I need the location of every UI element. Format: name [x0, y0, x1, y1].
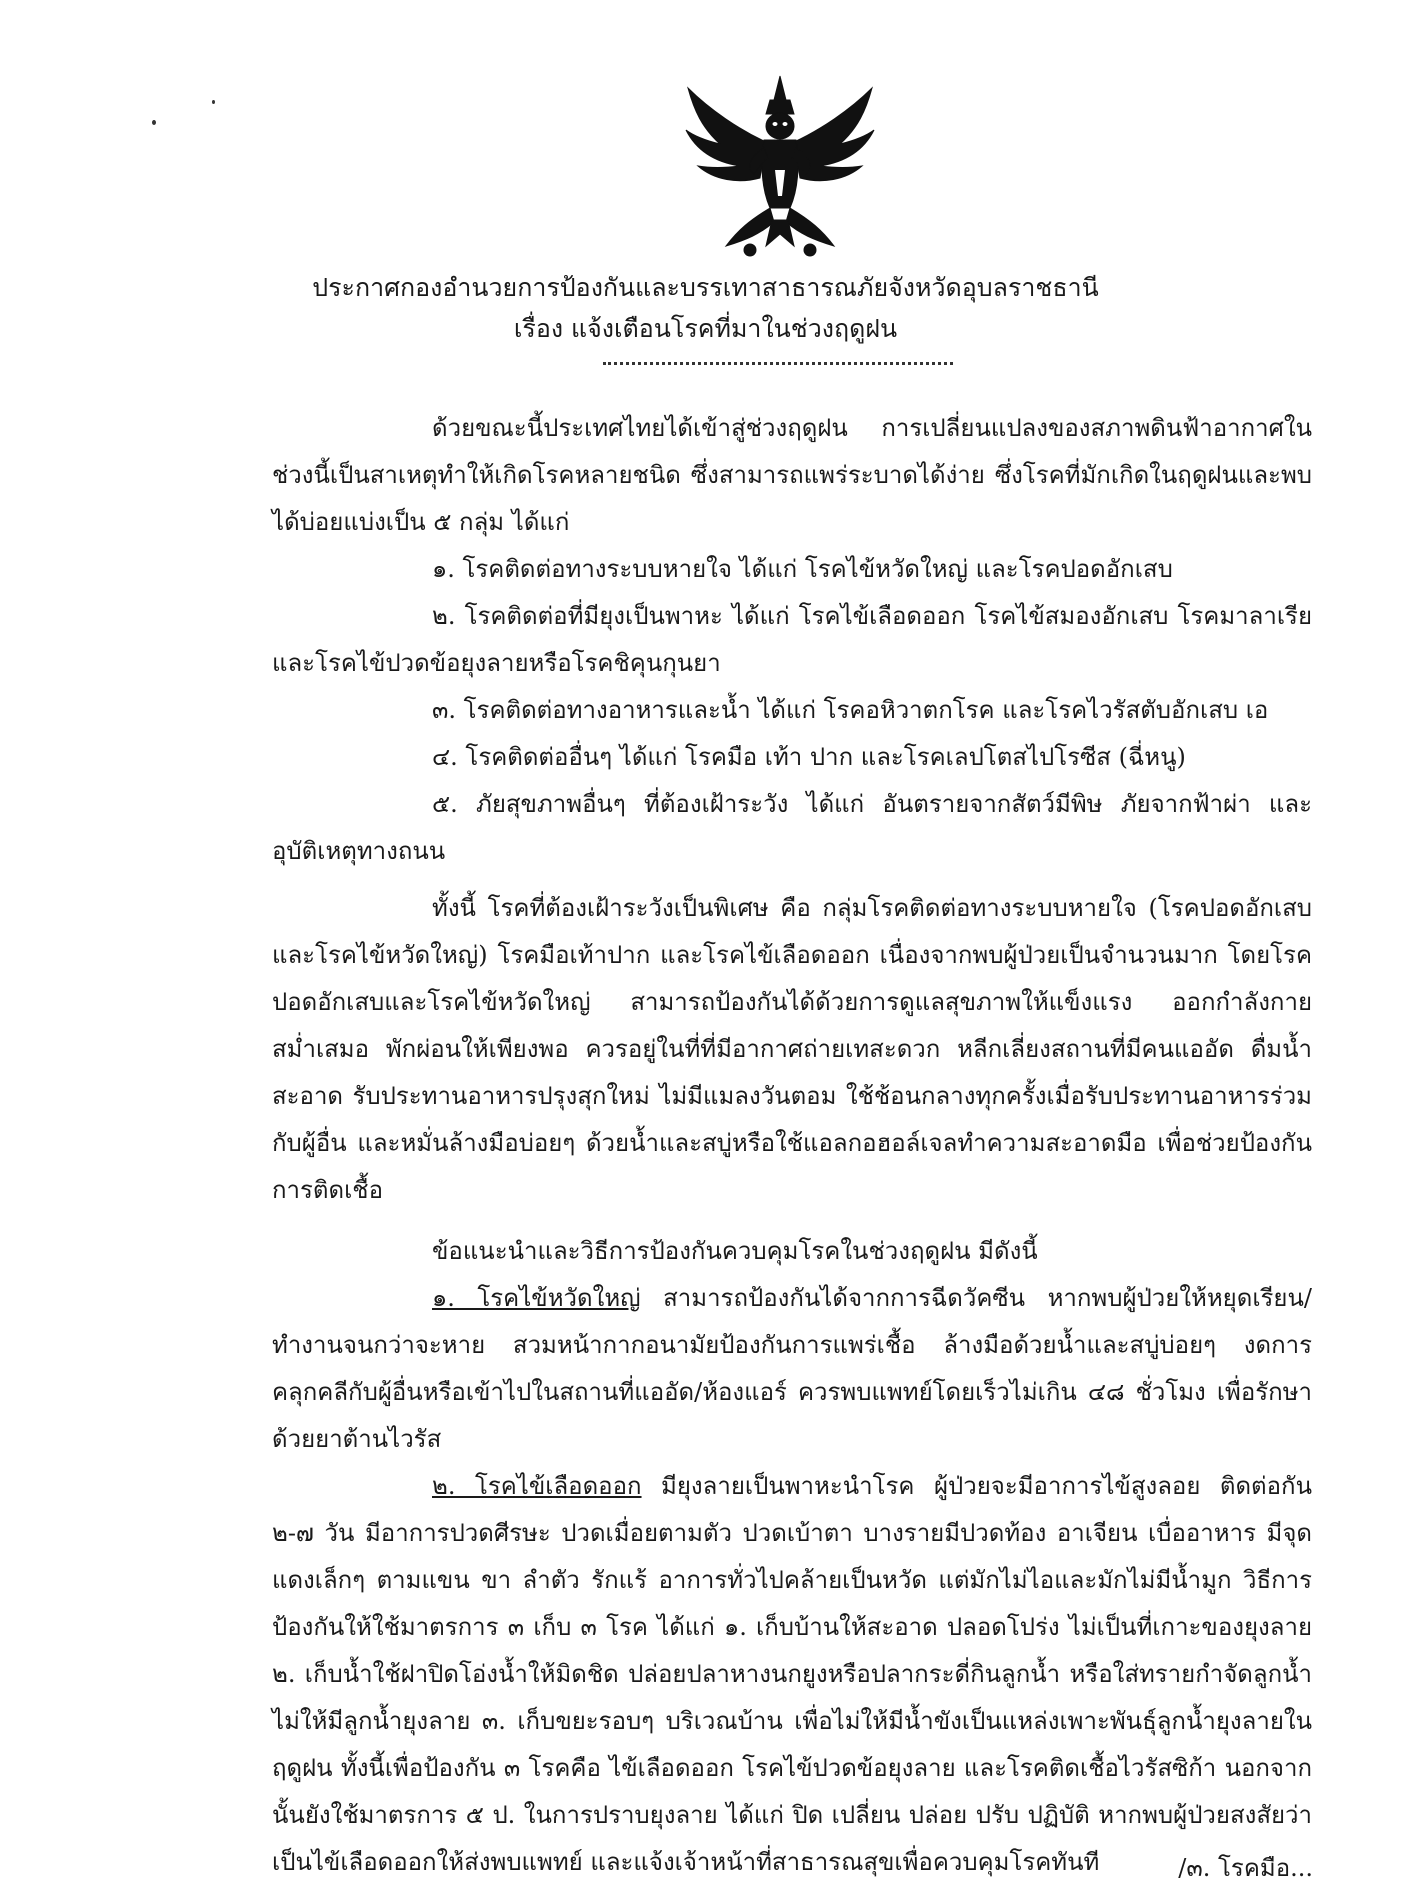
disease-group-item: ๔. โรคติดต่ออื่นๆ ได้แก่ โรคมือ เท้า ปาก และโรคเลปโตสไปโรซีส (ฉี่หนู): [432, 743, 1186, 771]
advice-item-label: ๒. โรคไข้เลือดออก: [432, 1472, 642, 1500]
emphasis-paragraph: ทั้งนี้ โรคที่ต้องเฝ้าระวังเป็นพิเศษ คือ กลุ่มโรคติดต่อทางระบบหายใจ (โรคปอดอักเสบและโรคไข้หวัดใหญ่) โรคมือเท้าปาก และโรคไข้เลือดออก เนื่องจากพบผู้ป่วยเป็นจำนวนมาก โดยโรคปอดอักเสบและโรคไข้หวัดใหญ่ สามารถป้องกันได้ด้วยการดูแลสุขภาพให้แข็งแรง ออกกำลังกายสม่ำเสมอ พักผ่อนให้เพียงพอ ควรอยู่ในที่ที่มีอากาศถ่ายเทสะดวก หลีกเลี่ยงสถานที่มีคนแออัด ดื่มน้ำสะอาด รับประทานอาหารปรุงสุกใหม่ ไม่มีแมลงวันตอม ใช้ช้อนกลางทุกครั้งเมื่อรับประทานอาหารร่วมกับผู้อื่น และหมั่นล้างมือบ่อยๆ ด้วยน้ำและสบู่หรือใช้แอลกอฮอล์เจลทำความสะอาดมือ เพื่อช่วยป้องกันการติดเชื้อ: [272, 894, 1312, 1204]
disease-group-item: ๒. โรคติดต่อที่มียุงเป็นพาหะ ได้แก่ โรคไข้เลือดออก โรคไข้สมองอักเสบ โรคมาลาเรีย และโรคไข้ปวดข้อยุงลายหรือโรคชิคุนกุนยา: [272, 602, 1312, 677]
disease-group-item: ๑. โรคติดต่อทางระบบหายใจ ได้แก่ โรคไข้หวัดใหญ่ และโรคปอดอักเสบ: [432, 555, 1173, 583]
scan-speck: [212, 100, 215, 104]
continuation-marker: /๓. โรคมือ...: [1178, 1854, 1313, 1882]
disease-group-item: ๕. ภัยสุขภาพอื่นๆ ที่ต้องเฝ้าระวัง ได้แก่ อันตรายจากสัตว์มีพิษ ภัยจากฟ้าผ่า และอุบัติเหตุทางถนน: [272, 790, 1312, 865]
dotted-divider: [603, 362, 953, 365]
garuda-emblem-icon: [680, 70, 880, 260]
advice-item-text: มียุงลายเป็นพาหะนำโรค ผู้ป่วยจะมีอาการไข้สูงลอย ติดต่อกัน ๒-๗ วัน มีอาการปวดศีรษะ ปวดเมื่อยตามตัว ปวดเบ้าตา บางรายมีปวดท้อง อาเจียน เบื่ออาหาร มีจุดแดงเล็กๆ ตามแขน ขา ลำตัว รักแร้ อาการทั่วไปคล้ายเป็นหวัด แต่มักไม่ไอและมักไม่มีน้ำมูก วิธีการป้องกันให้ใช้มาตรการ ๓ เก็บ ๓ โรค ได้แก่ ๑. เก็บบ้านให้สะอาด ปลอดโปร่ง ไม่เป็นที่เกาะของยุงลาย ๒. เก็บน้ำใช้ฝาปิดโอ่งน้ำให้มิดชิด ปล่อยปลาหางนกยูงหรือปลากระดี่กินลูกน้ำ หรือใส่ทรายกำจัดลูกน้ำ ไม่ให้มีลูกน้ำยุงลาย ๓. เก็บขยะรอบๆ บริเวณบ้าน เพื่อไม่ให้มีน้ำขังเป็นแหล่งเพาะพันธุ์ลูกน้ำยุงลายในฤดูฝน ทั้งนี้เพื่อป้องกัน ๓ โรคคือ ไข้เลือดออก โรคไข้ปวดข้อยุงลาย และโรคติดเชื้อไวรัสซิก้า นอกจากนั้นยังใช้มาตรการ ๕ ป. ในการปราบยุงลาย ได้แก่ ปิด เปลี่ยน ปล่อย ปรับ ปฏิบัติ หากพบผู้ป่วยสงสัยว่าเป็นไข้เลือดออกให้ส่งพบแพทย์ และแจ้งเจ้าหน้าที่สาธารณสุขเพื่อควบคุมโรคทันที: [272, 1472, 1312, 1876]
advice-item-label: ๑. โรคไข้หวัดใหญ่: [432, 1284, 641, 1312]
advice-item: [272, 1463, 1312, 1886]
disease-group-item: ๓. โรคติดต่อทางอาหารและน้ำ ได้แก่ โรคอหิวาตกโรค และโรคไวรัสตับอักเสบ เอ: [432, 696, 1269, 724]
document-body: [272, 405, 1312, 1886]
advice-item-text: สามารถป้องกันได้จากการฉีดวัคซีน หากพบผู้ป่วยให้หยุดเรียน/ทำงานจนกว่าจะหาย สวมหน้ากากอนามัยป้องกันการแพร่เชื้อ ล้างมือด้วยน้ำและสบู่บ่อยๆ งดการคลุกคลีกับผู้อื่นหรือเข้าไปในสถานที่แออัด/ห้องแอร์ ควรพบแพทย์โดยเร็วไม่เกิน ๔๘ ชั่วโมง เพื่อรักษาด้วยยาต้านไวรัส: [272, 1284, 1312, 1453]
scan-speck: [152, 120, 156, 125]
disease-group-list: [272, 546, 1312, 875]
intro-paragraph: ด้วยขณะนี้ประเทศไทยได้เข้าสู่ช่วงฤดูฝน การเปลี่ยนแปลงของสภาพดินฟ้าอากาศในช่วงนี้เป็นสาเหตุทำให้เกิดโรคหลายชนิด ซึ่งสามารถแพร่ระบาดได้ง่าย ซึ่งโรคที่มักเกิดในฤดูฝนและพบได้บ่อยแบ่งเป็น ๕ กลุ่ม ได้แก่: [272, 414, 1312, 536]
advice-section-title: ข้อแนะนำและวิธีการป้องกันควบคุมโรคในช่วงฤดูฝน มีดังนี้: [432, 1237, 1038, 1265]
announcement-title: ประกาศกองอำนวยการป้องกันและบรรเทาสาธารณภัยจังหวัดอุบลราชธานี: [312, 273, 1099, 302]
advice-item: [272, 1275, 1312, 1463]
announcement-subject: เรื่อง แจ้งเตือนโรคที่มาในช่วงฤดูฝน: [513, 314, 898, 343]
garuda-emblem: [680, 70, 880, 260]
